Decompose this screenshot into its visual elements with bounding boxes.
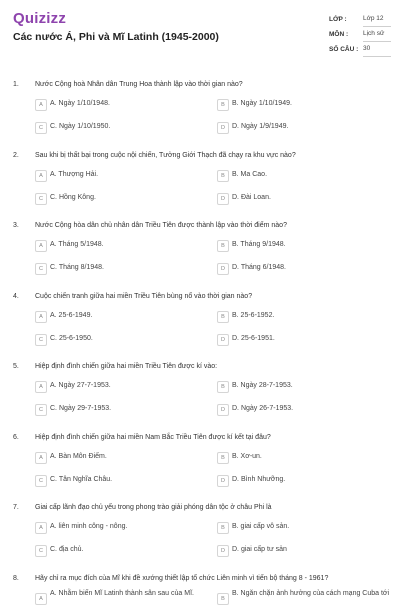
option-text: D. giai cấp tư sản <box>232 546 287 553</box>
option-text: B. Ngày 28-7-1953. <box>232 382 293 389</box>
option-letter-box[interactable]: A <box>35 99 47 111</box>
meta-value-count: 30 <box>363 45 391 57</box>
answer-option-a[interactable] <box>35 99 195 114</box>
answer-option-c[interactable] <box>35 263 195 278</box>
meta-value-subject: Lịch sử <box>363 30 391 42</box>
answer-option-c[interactable] <box>35 475 195 490</box>
option-text: A. Ngày 1/10/1948. <box>50 100 110 107</box>
option-text: A. liên minh công - nông. <box>50 523 128 530</box>
question-number: 6. <box>13 433 19 441</box>
answer-option-a[interactable] <box>35 522 195 537</box>
option-letter-box[interactable]: A <box>35 381 47 393</box>
option-text: C. Tháng 8/1948. <box>50 264 104 271</box>
answer-option-c[interactable] <box>35 334 195 349</box>
question-number: 4. <box>13 292 19 300</box>
option-text: B. Ma Cao. <box>232 170 268 178</box>
option-letter-box[interactable]: C <box>35 193 47 205</box>
option-text: A. Tháng 5/1948. <box>50 241 104 248</box>
option-letter-box[interactable]: B <box>217 381 229 393</box>
option-letter-box[interactable]: C <box>35 334 47 346</box>
question-text: Nước Cộng hoà Nhân dân Trung Hoa thành lập vào thời gian nào? <box>35 81 243 88</box>
option-text: C. Ngày 1/10/1950. <box>50 123 111 130</box>
option-letter-box[interactable]: B <box>217 522 229 534</box>
option-text: A. Thượng Hải. <box>50 170 99 178</box>
option-letter-box[interactable]: C <box>35 475 47 487</box>
answer-option-d[interactable] <box>217 122 377 137</box>
answer-option-d[interactable] <box>217 404 377 419</box>
answer-option-b[interactable] <box>217 522 377 537</box>
question-number: 8. <box>13 574 19 582</box>
option-text: C. Ngày 29-7-1953. <box>50 405 112 412</box>
option-text: B. giai cấp vô sản. <box>232 523 290 530</box>
answer-option-a[interactable] <box>35 452 195 467</box>
meta-label-count: SỐ CÂU : <box>329 46 359 53</box>
option-letter-box[interactable]: C <box>35 545 47 557</box>
answer-option-a[interactable] <box>35 311 195 326</box>
answer-option-b[interactable] <box>217 589 390 608</box>
answer-option-b[interactable] <box>217 240 377 255</box>
question-text: Hiệp định đình chiến giữa hai miền Nam Bắc Triều Tiên được kí kết tại đâu? <box>35 433 271 441</box>
question-text: Cuộc chiến tranh giữa hai miền Triều Tiên bùng nổ vào thời gian nào? <box>35 292 253 300</box>
answer-option-d[interactable] <box>217 334 377 349</box>
answer-option-b[interactable] <box>217 452 377 467</box>
answer-option-a[interactable] <box>35 589 195 608</box>
question-text: Nước Cộng hòa dân chủ nhân dân Triều Tiên được thành lập vào thời điểm nào? <box>35 222 287 229</box>
question-text: Hiệp định đình chiến giữa hai miền Triều Tiên được kí vào: <box>35 363 218 370</box>
answer-option-d[interactable] <box>217 193 377 208</box>
option-text: B. Ngày 1/10/1949. <box>232 100 292 107</box>
option-text: C. địa chủ. <box>50 546 84 553</box>
worksheet-header <box>0 0 400 66</box>
option-letter-box[interactable]: A <box>35 311 47 323</box>
option-text: D. Ngày 1/9/1949. <box>232 123 289 130</box>
option-letter-box[interactable]: B <box>217 593 229 605</box>
option-letter-box[interactable]: C <box>35 122 47 134</box>
option-letter-box[interactable]: B <box>217 170 229 182</box>
option-letter-box[interactable]: C <box>35 404 47 416</box>
option-text: B. 25-6-1952. <box>232 311 275 319</box>
answer-option-c[interactable] <box>35 193 195 208</box>
question-number: 2. <box>13 151 19 159</box>
option-text: A. 25-6-1949. <box>50 311 93 319</box>
question-text: Giai cấp lãnh đạo chủ yếu trong phong trào giải phóng dân tộc ở châu Phi là <box>35 504 272 511</box>
option-letter-box[interactable]: A <box>35 170 47 182</box>
option-text: C. Tân Nghĩa Châu. <box>50 475 113 483</box>
meta-label-subject: MÔN : <box>329 31 349 38</box>
option-text: B. Ngăn chặn ảnh hưởng của cách mạng Cuba tới <box>232 589 390 597</box>
option-letter-box[interactable]: B <box>217 311 229 323</box>
option-text: A. Ngày 27-7-1953. <box>50 382 111 389</box>
worksheet-title: Các nước Á, Phi và Mĩ Latinh (1945-2000) <box>13 31 219 43</box>
option-letter-box[interactable]: D <box>217 404 229 416</box>
answer-option-c[interactable] <box>35 404 195 419</box>
question-number: 1. <box>13 81 19 88</box>
option-text: B. Tháng 9/1948. <box>232 241 286 248</box>
option-letter-box[interactable]: D <box>217 334 229 346</box>
question-number: 7. <box>13 504 19 511</box>
option-letter-box[interactable]: B <box>217 452 229 464</box>
answer-option-a[interactable] <box>35 240 195 255</box>
option-letter-box[interactable]: D <box>217 122 229 134</box>
option-text: C. Hồng Kông. <box>50 193 96 201</box>
option-letter-box[interactable]: B <box>217 240 229 252</box>
answer-option-b[interactable] <box>217 381 377 396</box>
answer-option-a[interactable] <box>35 381 195 396</box>
option-letter-box[interactable]: A <box>35 522 47 534</box>
answer-option-a[interactable] <box>35 170 195 185</box>
question-text: Sau khi bị thất bại trong cuộc nội chiến, Tưởng Giới Thạch đã chạy ra khu vực nào? <box>35 151 296 159</box>
question-number: 5. <box>13 363 19 370</box>
answer-option-d[interactable] <box>217 545 377 560</box>
option-text: B. Xơ-un. <box>232 452 262 460</box>
option-text: D. Đài Loan. <box>232 193 271 201</box>
option-text: C. 25-6-1950. <box>50 334 93 342</box>
meta-label-class: LỚP : <box>329 16 347 23</box>
answer-option-d[interactable] <box>217 263 377 278</box>
answer-option-b[interactable] <box>217 170 377 185</box>
option-text: D. Bình Nhưỡng. <box>232 475 286 483</box>
answer-option-b[interactable] <box>217 99 377 114</box>
option-text: D. Tháng 6/1948. <box>232 264 286 271</box>
question-number: 3. <box>13 222 19 229</box>
option-letter-box[interactable]: D <box>217 545 229 557</box>
option-text: D. 25-6-1951. <box>232 334 275 342</box>
option-letter-box[interactable]: D <box>217 193 229 205</box>
option-letter-box[interactable]: D <box>217 263 229 275</box>
question-text: Hãy chỉ ra mục đích của Mĩ khi đề xướng thiết lập tổ chức Liên minh vì tiến bộ tháng 8 - 1961? <box>35 574 329 582</box>
option-letter-box[interactable]: C <box>35 263 47 275</box>
option-letter-box[interactable]: B <box>217 99 229 111</box>
answer-option-b[interactable] <box>217 311 377 326</box>
option-letter-box[interactable]: D <box>217 475 229 487</box>
option-text: D. Ngày 26-7-1953. <box>232 405 294 412</box>
answer-option-c[interactable] <box>35 545 195 560</box>
option-text: A. Bàn Môn Điếm. <box>50 452 107 460</box>
option-text: A. Nhằm biến Mĩ Latinh thành sân sau của Mĩ. <box>50 589 194 597</box>
option-letter-box[interactable]: A <box>35 452 47 464</box>
answer-option-d[interactable] <box>217 475 377 490</box>
answer-option-c[interactable] <box>35 122 195 137</box>
meta-value-class: Lớp 12 <box>363 15 391 27</box>
option-letter-box[interactable]: A <box>35 240 47 252</box>
quizizz-logo: Quizizz <box>13 10 67 27</box>
option-letter-box[interactable]: A <box>35 593 47 605</box>
